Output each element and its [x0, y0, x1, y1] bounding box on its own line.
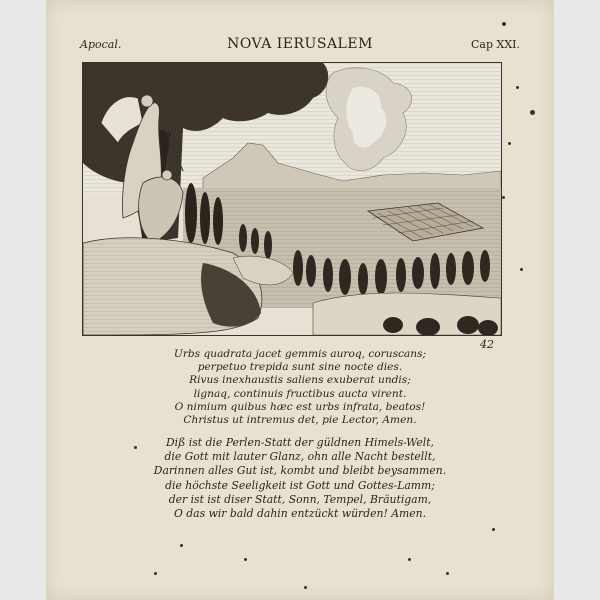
verse-line: perpetuo trepida sunt sine nocte dies. [197, 361, 403, 374]
verse-line: Rivus inexhaustis saliens exuberat undis; [189, 374, 411, 387]
verse-line: Diß ist die Perlen-Statt der güldnen Himels-Welt, [166, 436, 434, 449]
paper-spot [408, 558, 411, 561]
paper-spot [502, 196, 505, 199]
verse-line: die höchste Seeligkeit ist Gott und Gottes-Lamm; [165, 478, 435, 492]
paper-spot [134, 446, 137, 449]
verse-line: Urbs quadrata jacet gemmis auroq, coruscans; [173, 348, 427, 360]
verse-line: der ist ist diser Statt, Sonn, Tempel, Bräutigam, [168, 492, 432, 506]
paper-spot [304, 586, 307, 589]
paper-spot [492, 528, 495, 531]
engraving-plate [82, 62, 502, 336]
engraving-illustration [83, 63, 501, 335]
page-title: NOVA IERUSALEM [227, 36, 373, 52]
german-verse [46, 436, 554, 521]
header-book-reference: Apocal. [80, 38, 122, 51]
verse-line: O das wir bald dahin entzückt würden! Amen. [173, 507, 427, 521]
page-header [46, 38, 554, 56]
paper-spot [530, 110, 535, 115]
header-chapter: Cap XXI. [470, 38, 520, 51]
paper-spot [180, 544, 183, 547]
latin-verse [46, 348, 554, 427]
paper-spot [446, 572, 449, 575]
verse-line: die Gott mit lauter Glanz, ohn alle Nacht bestellt, [164, 450, 436, 464]
paper-spot [520, 268, 523, 271]
verse-line: Christus ut intremus det, pie Lector, Amen. [183, 414, 417, 427]
verse-line: lignaq, continuis fructibus aucta virent. [193, 387, 407, 400]
paper-spot [508, 142, 511, 145]
paper-spot [154, 572, 157, 575]
paper-spot [516, 86, 519, 89]
plate-number: 42 [480, 338, 494, 351]
paper-spot [244, 558, 247, 561]
book-page [46, 0, 554, 600]
paper-spot [502, 22, 506, 26]
verse-line: Darinnen alles Gut ist, kombt und bleibt beysammen. [153, 464, 447, 478]
verse-line: O nimium quibus hæc est urbs infrata, beatos! [174, 400, 426, 413]
